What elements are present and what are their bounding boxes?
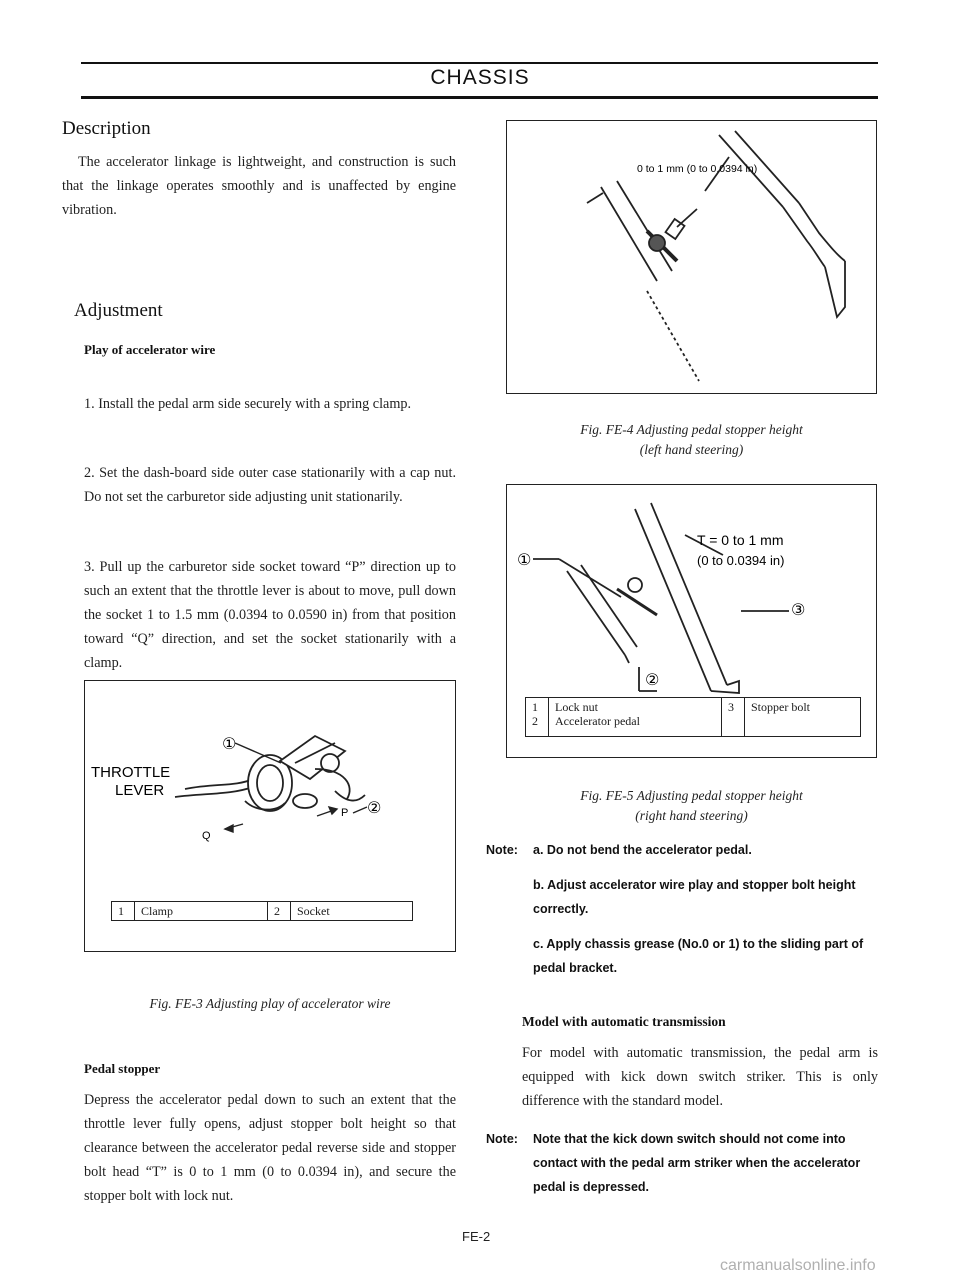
automatic-subheading: Model with automatic transmission bbox=[522, 1014, 726, 1029]
watermark: carmanualsonline.info bbox=[720, 1257, 876, 1274]
header-rule-bottom bbox=[81, 96, 878, 99]
automatic-text: For model with automatic transmission, the pedal arm is equipped with kick down switch striker. This is only difference with the standard model. bbox=[522, 1045, 878, 1109]
callout-2-fe3: ② bbox=[367, 800, 382, 817]
throttle-label: THROTTLE bbox=[91, 764, 171, 781]
figure-fe4 bbox=[506, 120, 877, 394]
figure-fe3 bbox=[84, 680, 456, 952]
legend-num: 3 bbox=[722, 698, 745, 737]
pedal-stopper-text: Depress the accelerator pedal down to such an extent that the throttle lever fully opens, adjust stopper bolt height so that clearance between the accelerator pedal reverse side and stopper bolt head “T” is 0 to 1 mm (0 to 0.0394 in), and secure the stopper bolt with lock nut. bbox=[84, 1092, 456, 1204]
pedal-stopper-subheading: Pedal stopper bbox=[84, 1061, 161, 1076]
play-subheading: Play of accelerator wire bbox=[84, 342, 216, 357]
description-text: The accelerator linkage is lightweight, and construction is such that the linkage operates smoothly and is unaffected by engine vibration. bbox=[62, 154, 456, 218]
callout-1-fe5: ① bbox=[517, 552, 532, 569]
adjustment-heading: Adjustment bbox=[74, 300, 163, 321]
throttle-lever-diagram bbox=[85, 691, 455, 891]
legend-num: 1 bbox=[532, 700, 538, 714]
legend-num: 2 bbox=[532, 714, 538, 728]
callout-1-fe3: ① bbox=[222, 736, 237, 753]
note-1-label: Note: bbox=[486, 843, 518, 857]
fe5-dim-line1: T = 0 to 1 mm bbox=[697, 532, 784, 548]
label-q: Q bbox=[202, 830, 211, 842]
figure-fe5 bbox=[506, 484, 877, 758]
legend-name: Socket bbox=[291, 902, 413, 921]
fe5-legend bbox=[525, 697, 861, 737]
pedal-stopper-lhd-diagram bbox=[507, 121, 876, 393]
callout-2-fe5: ② bbox=[645, 672, 660, 689]
page-title: CHASSIS bbox=[430, 66, 530, 89]
fe5-caption-line2: (right hand steering) bbox=[635, 808, 748, 823]
label-p: P bbox=[341, 807, 349, 819]
page-number: FE-2 bbox=[462, 1229, 491, 1244]
note-2-label: Note: bbox=[486, 1132, 518, 1146]
legend-num: 2 bbox=[268, 902, 291, 921]
lever-label: LEVER bbox=[115, 782, 165, 799]
fe4-dimension: 0 to 1 mm (0 to 0.0394 in) bbox=[637, 163, 758, 175]
pedal-stopper-rhd-diagram bbox=[507, 485, 876, 695]
fe3-legend bbox=[111, 901, 413, 921]
legend-num: 1 bbox=[112, 902, 135, 921]
fe4-caption-line2: (left hand steering) bbox=[639, 442, 744, 457]
callout-3-fe5: ③ bbox=[791, 602, 806, 619]
legend-name: Stopper bolt bbox=[745, 698, 861, 737]
note-1-item-c: c. Apply chassis grease (No.0 or 1) to the sliding part of pedal bracket. bbox=[533, 937, 864, 975]
legend-name: Accelerator pedal bbox=[555, 714, 640, 728]
note-1-item-b: b. Adjust accelerator wire play and stopper bolt height correctly. bbox=[533, 878, 856, 916]
step-3: 3. Pull up the carburetor side socket toward “P” direction up to such an extent that the throttle lever is about to move, pull down the socket 1 to 1.5 mm (0.0394 to 0.0590 in) from that position toward “Q” direction, and set the socket stationarily with a clamp. bbox=[84, 559, 456, 671]
step-2: 2. Set the dash-board side outer case stationarily with a cap nut. Do not set the carburetor side adjusting unit stationarily. bbox=[84, 465, 456, 505]
fe4-caption-line1: Fig. FE-4 Adjusting pedal stopper height bbox=[580, 422, 803, 437]
fe5-dim-line2: (0 to 0.0394 in) bbox=[697, 553, 785, 568]
fe5-caption-line1: Fig. FE-5 Adjusting pedal stopper height bbox=[580, 788, 803, 803]
legend-name: Clamp bbox=[135, 902, 268, 921]
step-1: 1. Install the pedal arm side securely with a spring clamp. bbox=[84, 396, 412, 412]
fe3-caption: Fig. FE-3 Adjusting play of accelerator wire bbox=[149, 996, 391, 1011]
note-1-item-a: a. Do not bend the accelerator pedal. bbox=[533, 843, 752, 857]
header-rule-top bbox=[81, 62, 878, 64]
legend-name: Lock nut bbox=[555, 700, 598, 714]
note-2-text: Note that the kick down switch should not come into contact with the pedal arm striker when the accelerator pedal is depressed. bbox=[533, 1132, 861, 1194]
description-heading: Description bbox=[62, 118, 151, 139]
